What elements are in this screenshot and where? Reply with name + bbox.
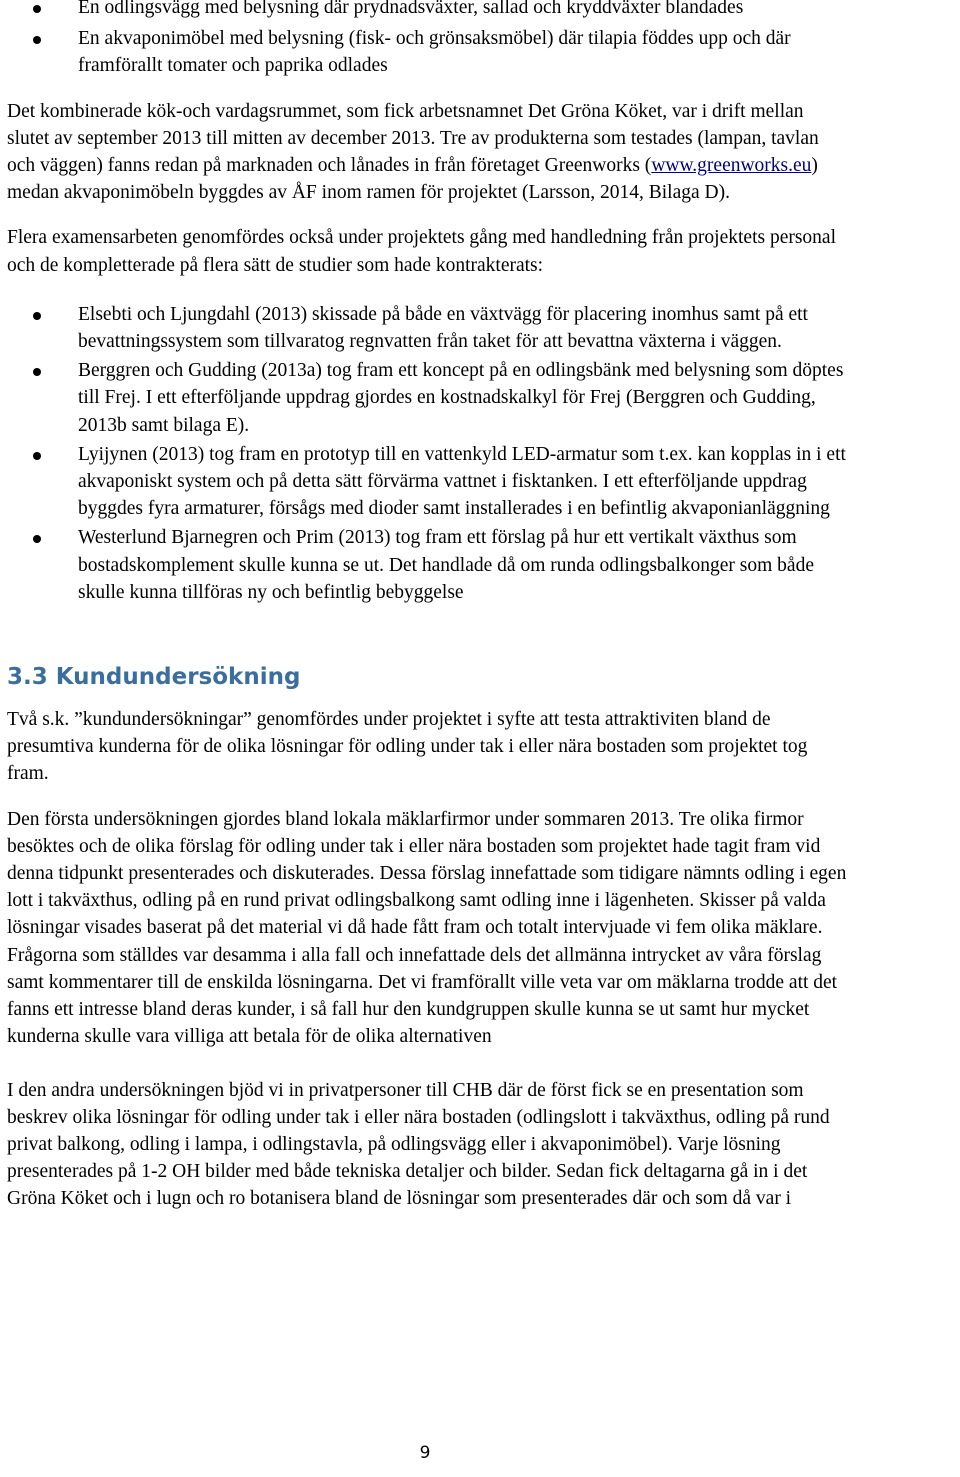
- bullet-icon: [33, 5, 41, 13]
- theses-list: [7, 301, 847, 606]
- paragraph-second-survey: I den andra undersökningen bjöd vi in privatpersoner till CHB där de först fick se en presentation som beskrev olika lösningar för odling under tak i eller nära bostaden (odlingslott i takväxthus, odling på rund privat balkong, odling i lampa, i odlingstavla, på odlingsvägg eller i akvaponimöbel). Varje lösning presenterades på 1-2 OH bilder med både tekniska detaljer och bilder. Sedan fick deltagarna gå in i det Gröna Köket och i lugn och ro botanisera bland de lösningar som presenterades där och som då var i: [7, 1079, 830, 1210]
- list-item-text: Berggren och Gudding (2013a) tog fram ett koncept på en odlingsbänk med belysning som döptes till Frej. I ett efterföljande uppdrag gjordes en kostnadskalkyl för Frej (Berggren och Gudding, 2013b samt bilaga E).: [78, 360, 844, 436]
- list-item-text: En akvaponimöbel med belysning (fisk- och grönsaksmöbel) där tilapia föddes upp och där framförallt tomater och paprika odlades: [78, 28, 791, 77]
- paragraph-theses-intro: Flera examensarbeten genomfördes också under projektets gång med handledning från projektets personal och de kompletterade på flera sätt de studier som hade kontrakterats:: [7, 227, 837, 276]
- list-item: [7, 25, 847, 79]
- greenworks-link[interactable]: www.greenworks.eu: [651, 155, 812, 177]
- bullet-icon: [33, 452, 41, 460]
- paragraph-first-survey: Den första undersökningen gjordes bland lokala mäklarfirmor under sommaren 2013. Tre olika firmor besöktes och de olika förslag för odling under tak i eller nära bostaden som projektet hade tagit fram vid denna tidpunkt presenterades och diskuterades. Dessa förslag innefattade som tidigare nämnts odling i egen lott i takväxthus, odling på en rund privat odlingsbalkong samt odling inne i lägenheten. Skisser på valda lösningar visades baserat på det material vi då hade fått fram och totalt intervjuade vi fem olika mäklare. Frågorna som ställdes var desamma i alla fall och innefattade dels det allmänna intrycket av våra förslag samt kommentarer till de enskilda lösningarna. Det vi framförallt ville veta var om mäklarna trodde att det fanns ett intresse bland deras kunder, i så fall hur den kundgruppen skulle kunna se ut samt hur mycket kunderna skulle vara villiga att betala för de olika alternativen: [7, 808, 847, 1048]
- list-item: [7, 357, 847, 439]
- paragraph-green-kitchen: [7, 98, 847, 207]
- bullet-icon: [33, 535, 41, 543]
- list-item: [7, 0, 847, 21]
- list-item-text: Elsebti och Ljungdahl (2013) skissade på både en växtvägg för placering inomhus samt på ett bevattningssystem som tillvaratog regnvatten från taket för att bevattna växterna i väggen.: [78, 303, 808, 353]
- section-heading: 3.3 Kundundersökning: [7, 664, 301, 691]
- list-item: [7, 524, 847, 606]
- bullet-icon: [33, 36, 41, 44]
- bullet-icon: [33, 368, 41, 376]
- list-item-text: Westerlund Bjarnegren och Prim (2013) tog fram ett förslag på hur ett vertikalt växthus som bostadskomplement skulle kunna se ut. Det handlade då om runda odlingsbalkonger som både skulle kunna tillföras ny och befintlig bebyggelse: [78, 527, 814, 603]
- list-item-text: En odlingsvägg med belysning där prydnadsväxter, sallad och kryddväxter blandades: [78, 0, 744, 18]
- paragraph-text: ) medan akvaponimöbeln byggdes av ÅF inom ramen för projektet (Larsson, 2014, Bilaga D).: [7, 155, 818, 204]
- page-number: 9: [419, 1443, 431, 1463]
- bullet-icon: [33, 312, 41, 320]
- paragraph-text: Det kombinerade kök-och vardagsrummet, som fick arbetsnamnet Det Gröna Köket, var i drift mellan slutet av september 2013 till mitten av december 2013. Tre av produkterna som testades (lampan, tavlan och väggen) fanns redan på marknaden och lånades in från företaget Greenworks (: [7, 100, 819, 177]
- list-item-text: Lyijynen (2013) tog fram en prototyp till en vattenkyld LED-armatur som t.ex. kan kopplas in i ett akvaponiskt system och på detta sätt förvärma vattnet i fisktanken. I ett efterföljande uppdrag byggdes fyra armaturer, försågs med dioder samt installerades i en befintlig akvaponianläggning: [78, 443, 846, 520]
- product-list: [7, 0, 847, 80]
- list-item: [7, 301, 847, 355]
- paragraph-surveys-intro: Två s.k. ”kundundersökningar” genomfördes under projektet i syfte att testa attraktiviten bland de presumtiva kunderna för de olika lösningar för odling under tak i eller nära bostaden som projektet tog fram.: [7, 709, 808, 785]
- page-content: [7, 0, 847, 1213]
- list-item: [7, 441, 847, 523]
